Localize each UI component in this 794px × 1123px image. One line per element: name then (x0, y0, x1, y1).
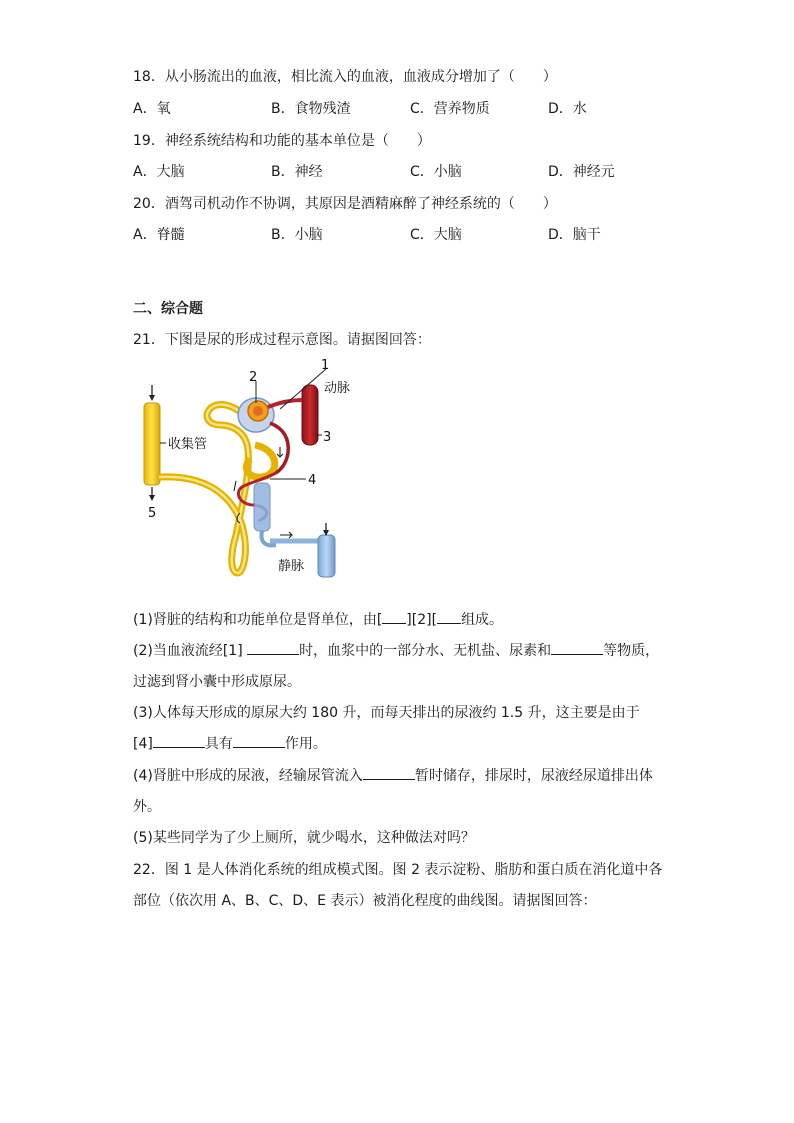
section-title: 二、综合题 (133, 301, 203, 317)
q20-stem: 20．酒驾司机动作不协调，其原因是酒精麻醉了神经系统的（ ） (133, 196, 557, 212)
q21-sub5: (5)某些同学为了少上厕所，就少喝水，这种做法对吗？ (133, 830, 475, 846)
q21-sub1-a: (1)肾脏的结构和功能单位是肾单位，由[ (133, 612, 383, 628)
label-5: 5 (148, 506, 157, 521)
q18-option-c: C．营养物质 (410, 101, 490, 117)
blank-3[interactable] (247, 640, 299, 655)
q21-sub2 (133, 640, 659, 660)
blank-4[interactable] (551, 640, 603, 655)
q19-option-c: C．小脑 (410, 164, 462, 180)
label-1: 1 (321, 358, 330, 373)
q20-option-a: A．脊髓 (133, 227, 185, 243)
q22-line1: 22．图 1 是人体消化系统的组成模式图。图 2 表示淀粉、脂肪和蛋白质在消化道中各 (133, 862, 663, 878)
q21-sub2-line2: 过滤到肾小囊中形成原尿。 (133, 674, 301, 690)
arrow-out-head (149, 495, 155, 501)
vein (318, 535, 335, 577)
label-artery: 动脉 (324, 381, 351, 396)
blank-2[interactable] (437, 609, 461, 624)
arrow-in-head (149, 395, 155, 401)
q18-option-b: B．食物残渣 (271, 101, 351, 117)
q21-sub2-c: 等物质， (603, 643, 660, 659)
q19-stem: 19．神经系统结构和功能的基本单位是（ ） (133, 133, 431, 149)
q22-line2: 部位（依次用 A、B、C、D、E 表示）被消化程度的曲线图。请据图回答： (133, 893, 597, 909)
artery (302, 385, 318, 445)
q20-option-c: C．大脑 (410, 227, 462, 243)
urine-formation-diagram (130, 355, 370, 587)
q20-option-d: D．脑干 (548, 227, 601, 243)
label-collecting-duct: 收集管 (168, 437, 208, 452)
flow-arrow-1 (277, 447, 283, 457)
afferent-arteriole (268, 400, 302, 407)
q21-sub1 (133, 609, 503, 629)
q18-stem: 18．从小肠流出的血液，相比流入的血液，血液成分增加了（ ） (133, 69, 557, 85)
q21-sub3-line1: (3)人体每天形成的原尿大约 180 升，而每天排出的尿液约 1.5 升，这主要是由于 (133, 705, 640, 721)
q21-sub4-line2: 外。 (133, 799, 161, 815)
label-2: 2 (249, 370, 258, 385)
blank-1[interactable] (382, 609, 406, 624)
label-3: 3 (323, 430, 332, 445)
q21-sub4 (133, 765, 653, 785)
q18-option-a: A．氧 (133, 101, 171, 117)
q21-stem: 21．下图是尿的形成过程示意图。请据图回答： (133, 332, 431, 348)
flow-arrow-2 (234, 481, 236, 491)
q21-sub4-a: (4)肾脏中形成的尿液，经输尿管流入 (133, 768, 363, 784)
blank-7[interactable] (363, 765, 415, 780)
collecting-duct (144, 403, 160, 485)
label-vein: 静脉 (278, 559, 305, 574)
q21-sub1-c: 组成。 (461, 612, 504, 628)
q21-sub3-a: [4] (133, 736, 153, 752)
glomerulus-inner (253, 406, 263, 416)
q19-option-b: B．神经 (271, 164, 323, 180)
q21-sub2-a: (2)当血液流经[1] (133, 643, 248, 659)
flow-arrow-4 (280, 532, 292, 538)
q21-sub1-b: ][2][ (406, 612, 438, 628)
blank-5[interactable] (153, 733, 205, 748)
q20-option-b: B．小脑 (271, 227, 323, 243)
q21-sub3-line2 (133, 733, 327, 753)
q21-sub2-b: 时，血浆中的一部分水、无机盐、尿素和 (299, 643, 552, 659)
q21-sub3-b: 具有 (204, 736, 233, 752)
capillary-blue-section (254, 483, 270, 531)
q19-option-d: D．神经元 (548, 164, 615, 180)
q18-option-d: D．水 (548, 101, 587, 117)
label-4: 4 (308, 473, 317, 488)
q21-sub3-c: 作用。 (284, 736, 327, 752)
q21-sub4-b: 暂时储存，排尿时，尿液经尿道排出体 (414, 768, 653, 784)
blank-6[interactable] (233, 733, 285, 748)
q19-option-a: A．大脑 (133, 164, 185, 180)
